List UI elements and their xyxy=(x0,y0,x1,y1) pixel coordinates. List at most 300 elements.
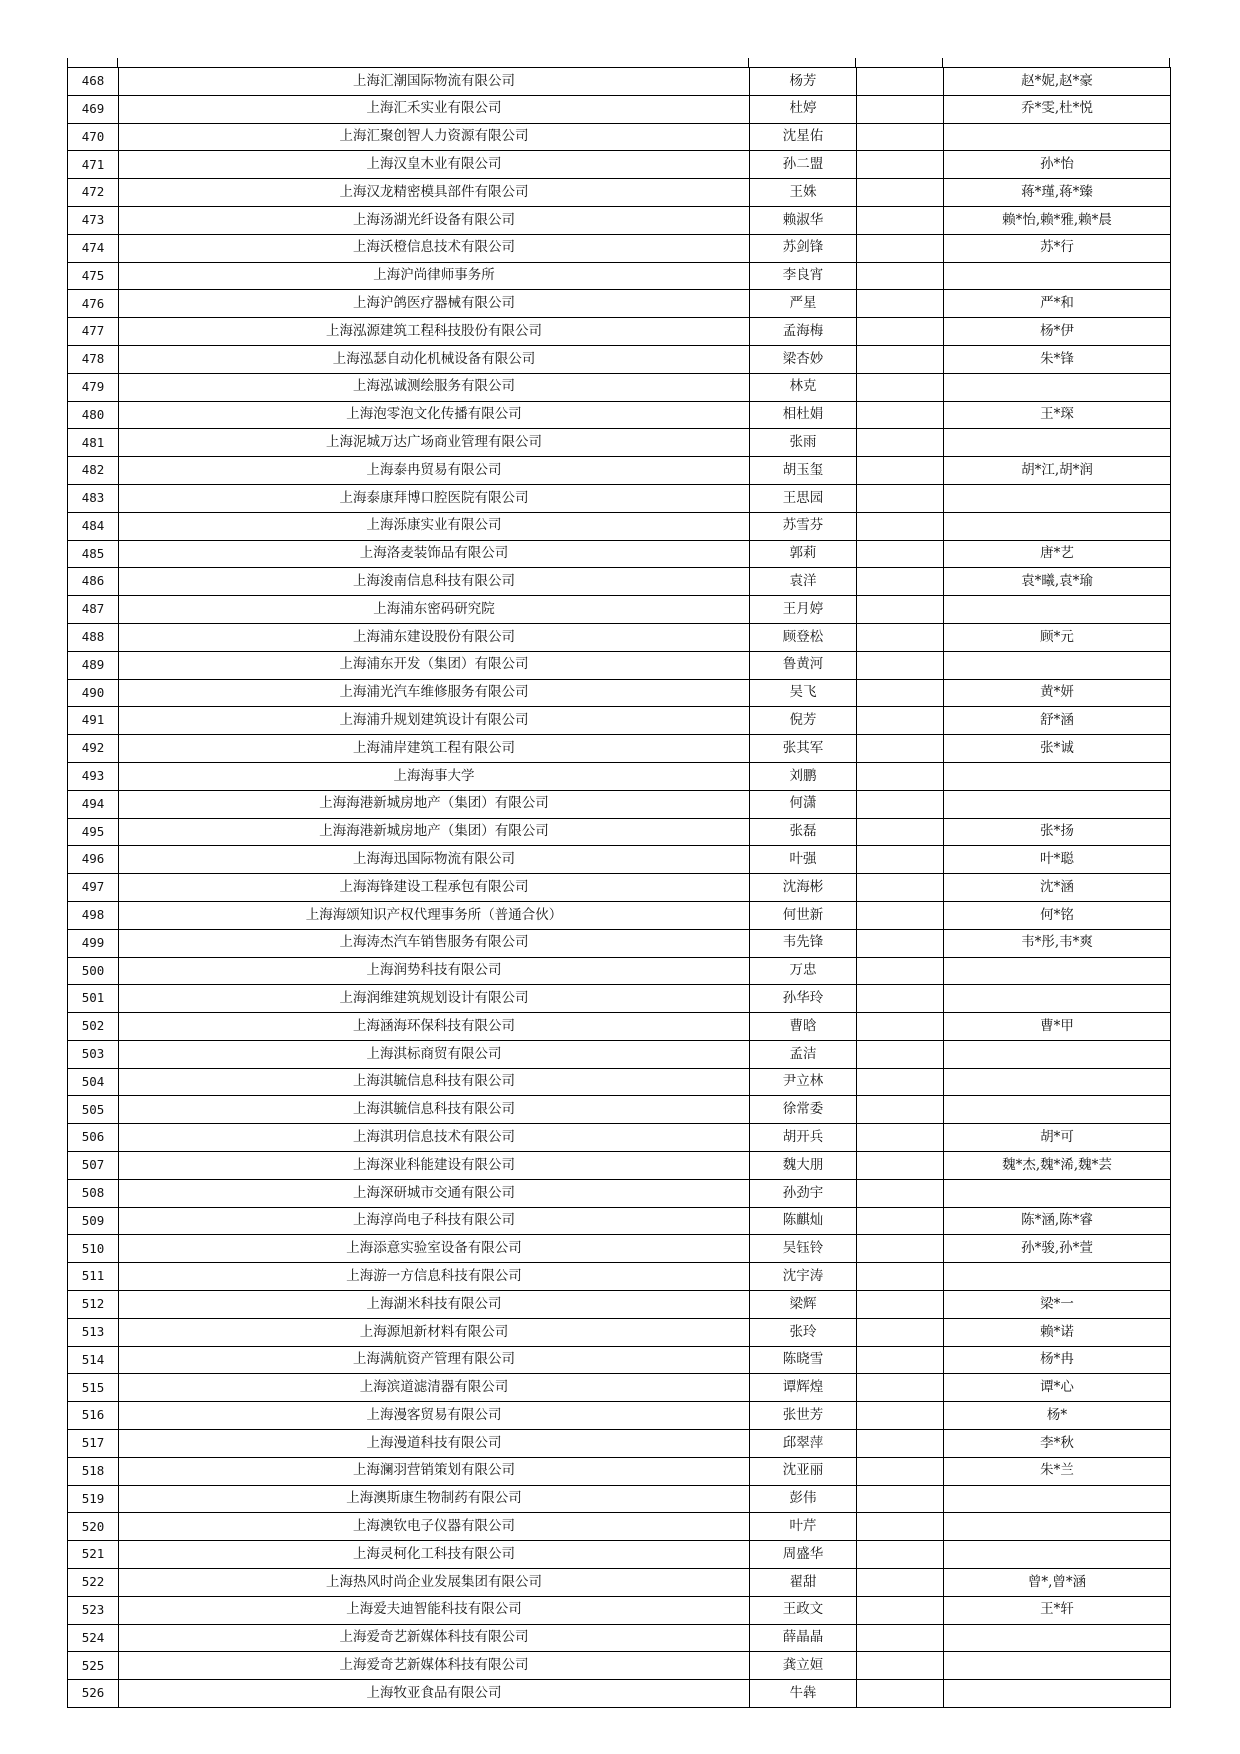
table-row xyxy=(68,1513,1171,1541)
table-row xyxy=(68,151,1171,179)
company-name-cell: 上海澳钦电子仪器有限公司 xyxy=(119,1513,750,1541)
person-name-cell: 林克 xyxy=(750,373,857,401)
row-number-cell: 508 xyxy=(68,1179,119,1207)
row-number-cell: 469 xyxy=(68,95,119,123)
row-number-cell: 498 xyxy=(68,901,119,929)
family-members-cell xyxy=(944,1485,1171,1513)
blank-cell xyxy=(857,234,944,262)
person-name-cell: 杨芳 xyxy=(750,68,857,96)
table-row xyxy=(68,1207,1171,1235)
person-name-cell: 叶强 xyxy=(750,846,857,874)
blank-cell xyxy=(857,1513,944,1541)
row-number-cell: 497 xyxy=(68,874,119,902)
table-top-continuation xyxy=(67,58,1170,67)
person-name-cell: 严星 xyxy=(750,290,857,318)
row-number-cell: 509 xyxy=(68,1207,119,1235)
person-name-cell: 谭辉煌 xyxy=(750,1374,857,1402)
blank-cell xyxy=(857,373,944,401)
blank-cell xyxy=(857,679,944,707)
company-name-cell: 上海澳斯康生物制药有限公司 xyxy=(119,1485,750,1513)
row-number-cell: 513 xyxy=(68,1318,119,1346)
table-row xyxy=(68,1457,1171,1485)
row-number-cell: 481 xyxy=(68,429,119,457)
row-number-cell: 507 xyxy=(68,1152,119,1180)
row-number-cell: 512 xyxy=(68,1291,119,1319)
table-row xyxy=(68,1152,1171,1180)
company-name-cell: 上海浦岸建筑工程有限公司 xyxy=(119,735,750,763)
table-row xyxy=(68,1263,1171,1291)
blank-cell xyxy=(857,484,944,512)
person-name-cell: 何潇 xyxy=(750,790,857,818)
row-number-cell: 482 xyxy=(68,457,119,485)
row-number-cell: 480 xyxy=(68,401,119,429)
blank-cell xyxy=(857,762,944,790)
row-number-cell: 487 xyxy=(68,596,119,624)
company-name-cell: 上海海锋建设工程承包有限公司 xyxy=(119,874,750,902)
blank-cell xyxy=(857,790,944,818)
family-members-cell: 赵*妮,赵*豪 xyxy=(944,68,1171,96)
blank-cell xyxy=(857,345,944,373)
person-name-cell: 彭伟 xyxy=(750,1485,857,1513)
family-members-cell: 何*铭 xyxy=(944,901,1171,929)
person-name-cell: 王姝 xyxy=(750,179,857,207)
blank-cell xyxy=(857,901,944,929)
table-row xyxy=(68,596,1171,624)
company-name-cell: 上海浚南信息科技有限公司 xyxy=(119,568,750,596)
table-row xyxy=(68,1680,1171,1708)
family-members-cell: 曹*甲 xyxy=(944,1013,1171,1041)
company-name-cell: 上海海颂知识产权代理事务所（普通合伙） xyxy=(119,901,750,929)
row-number-cell: 505 xyxy=(68,1096,119,1124)
person-name-cell: 尹立林 xyxy=(750,1068,857,1096)
family-members-cell xyxy=(944,1652,1171,1680)
company-name-cell: 上海润维建筑规划设计有限公司 xyxy=(119,985,750,1013)
family-members-cell: 赖*诺 xyxy=(944,1318,1171,1346)
family-members-cell: 孙*怡 xyxy=(944,151,1171,179)
family-members-cell: 魏*杰,魏*浠,魏*芸 xyxy=(944,1152,1171,1180)
blank-cell xyxy=(857,1346,944,1374)
person-name-cell: 陈晓雪 xyxy=(750,1346,857,1374)
blank-cell xyxy=(857,457,944,485)
family-members-cell xyxy=(944,651,1171,679)
company-name-cell: 上海泰康拜博口腔医院有限公司 xyxy=(119,484,750,512)
company-name-cell: 上海汇禾实业有限公司 xyxy=(119,95,750,123)
person-name-cell: 魏大朋 xyxy=(750,1152,857,1180)
blank-cell xyxy=(857,1235,944,1263)
company-name-cell: 上海淇毓信息科技有限公司 xyxy=(119,1068,750,1096)
person-name-cell: 叶芹 xyxy=(750,1513,857,1541)
person-name-cell: 王思园 xyxy=(750,484,857,512)
person-name-cell: 张雨 xyxy=(750,429,857,457)
blank-cell xyxy=(857,1124,944,1152)
family-members-cell: 乔*雯,杜*悦 xyxy=(944,95,1171,123)
blank-cell xyxy=(857,1402,944,1430)
blank-cell xyxy=(857,123,944,151)
row-number-cell: 485 xyxy=(68,540,119,568)
blank-cell xyxy=(857,651,944,679)
family-members-cell: 袁*曦,袁*瑜 xyxy=(944,568,1171,596)
table-row xyxy=(68,68,1171,96)
blank-cell xyxy=(857,1430,944,1458)
table-row xyxy=(68,651,1171,679)
table-row xyxy=(68,957,1171,985)
company-name-cell: 上海涵海环保科技有限公司 xyxy=(119,1013,750,1041)
company-name-cell: 上海汇聚创智人力资源有限公司 xyxy=(119,123,750,151)
table-row xyxy=(68,1096,1171,1124)
blank-cell xyxy=(857,1541,944,1569)
row-number-cell: 524 xyxy=(68,1624,119,1652)
person-name-cell: 孟洁 xyxy=(750,1040,857,1068)
company-name-cell: 上海沪尚律师事务所 xyxy=(119,262,750,290)
table-row xyxy=(68,401,1171,429)
blank-cell xyxy=(857,95,944,123)
company-name-cell: 上海浦东开发（集团）有限公司 xyxy=(119,651,750,679)
blank-cell xyxy=(857,318,944,346)
family-members-cell xyxy=(944,123,1171,151)
person-name-cell: 沈宇涛 xyxy=(750,1263,857,1291)
person-name-cell: 胡开兵 xyxy=(750,1124,857,1152)
table-row xyxy=(68,568,1171,596)
person-name-cell: 孙二盟 xyxy=(750,151,857,179)
person-name-cell: 鲁黄河 xyxy=(750,651,857,679)
table-row xyxy=(68,762,1171,790)
row-number-cell: 494 xyxy=(68,790,119,818)
blank-cell xyxy=(857,1457,944,1485)
blank-cell xyxy=(857,1040,944,1068)
blank-cell xyxy=(857,1318,944,1346)
person-name-cell: 薛晶晶 xyxy=(750,1624,857,1652)
person-name-cell: 曹晗 xyxy=(750,1013,857,1041)
family-members-cell: 舒*涵 xyxy=(944,707,1171,735)
table-row xyxy=(68,484,1171,512)
table-row xyxy=(68,179,1171,207)
row-number-cell: 488 xyxy=(68,623,119,651)
family-members-cell: 曾*,曾*涵 xyxy=(944,1569,1171,1597)
blank-cell xyxy=(857,540,944,568)
table-row xyxy=(68,262,1171,290)
family-members-cell: 张*扬 xyxy=(944,818,1171,846)
row-number-cell: 483 xyxy=(68,484,119,512)
blank-cell xyxy=(857,290,944,318)
row-number-cell: 499 xyxy=(68,929,119,957)
company-name-cell: 上海沃橙信息技术有限公司 xyxy=(119,234,750,262)
row-number-cell: 510 xyxy=(68,1235,119,1263)
table-row xyxy=(68,1235,1171,1263)
row-number-cell: 515 xyxy=(68,1374,119,1402)
family-members-cell: 叶*聪 xyxy=(944,846,1171,874)
table-row xyxy=(68,735,1171,763)
family-members-cell xyxy=(944,957,1171,985)
family-members-cell xyxy=(944,1040,1171,1068)
family-members-cell xyxy=(944,1096,1171,1124)
person-name-cell: 赖淑华 xyxy=(750,206,857,234)
company-name-cell: 上海沪鸽医疗器械有限公司 xyxy=(119,290,750,318)
family-members-cell: 唐*艺 xyxy=(944,540,1171,568)
family-members-cell: 朱*兰 xyxy=(944,1457,1171,1485)
blank-cell xyxy=(857,429,944,457)
person-name-cell: 袁洋 xyxy=(750,568,857,596)
company-name-cell: 上海泰冉贸易有限公司 xyxy=(119,457,750,485)
company-name-cell: 上海滨道滤清器有限公司 xyxy=(119,1374,750,1402)
family-members-cell: 胡*江,胡*润 xyxy=(944,457,1171,485)
company-name-cell: 上海泓源建筑工程科技股份有限公司 xyxy=(119,318,750,346)
table-row xyxy=(68,874,1171,902)
table-row xyxy=(68,123,1171,151)
family-members-cell: 苏*行 xyxy=(944,234,1171,262)
family-members-cell: 蒋*瑾,蒋*臻 xyxy=(944,179,1171,207)
family-members-cell: 顾*元 xyxy=(944,623,1171,651)
row-number-cell: 525 xyxy=(68,1652,119,1680)
blank-cell xyxy=(857,1291,944,1319)
table-row xyxy=(68,818,1171,846)
blank-cell xyxy=(857,1652,944,1680)
person-name-cell: 沈海彬 xyxy=(750,874,857,902)
blank-cell xyxy=(857,568,944,596)
person-name-cell: 相杜娟 xyxy=(750,401,857,429)
table-row xyxy=(68,1541,1171,1569)
blank-cell xyxy=(857,1569,944,1597)
row-number-cell: 501 xyxy=(68,985,119,1013)
blank-cell xyxy=(857,1179,944,1207)
company-name-cell: 上海汤湖光纤设备有限公司 xyxy=(119,206,750,234)
blank-cell xyxy=(857,874,944,902)
table-row xyxy=(68,1485,1171,1513)
person-name-cell: 徐常委 xyxy=(750,1096,857,1124)
blank-cell xyxy=(857,707,944,735)
blank-cell xyxy=(857,1152,944,1180)
row-number-cell: 526 xyxy=(68,1680,119,1708)
family-members-cell xyxy=(944,790,1171,818)
person-name-cell: 周盛华 xyxy=(750,1541,857,1569)
family-members-cell: 孙*骏,孙*萱 xyxy=(944,1235,1171,1263)
person-name-cell: 孙华玲 xyxy=(750,985,857,1013)
row-number-cell: 504 xyxy=(68,1068,119,1096)
company-name-cell: 上海澜羽营销策划有限公司 xyxy=(119,1457,750,1485)
blank-cell xyxy=(857,1624,944,1652)
person-name-cell: 韦先锋 xyxy=(750,929,857,957)
table-row xyxy=(68,206,1171,234)
family-members-cell xyxy=(944,762,1171,790)
blank-cell xyxy=(857,401,944,429)
row-number-cell: 477 xyxy=(68,318,119,346)
roster-sheet xyxy=(67,58,1170,1708)
table-row xyxy=(68,679,1171,707)
table-row xyxy=(68,846,1171,874)
row-number-cell: 506 xyxy=(68,1124,119,1152)
row-number-cell: 516 xyxy=(68,1402,119,1430)
company-name-cell: 上海深业科能建设有限公司 xyxy=(119,1152,750,1180)
family-members-cell: 黄*妍 xyxy=(944,679,1171,707)
table-row xyxy=(68,95,1171,123)
company-name-cell: 上海牧亚食品有限公司 xyxy=(119,1680,750,1708)
row-number-cell: 474 xyxy=(68,234,119,262)
person-name-cell: 张玲 xyxy=(750,1318,857,1346)
family-members-cell xyxy=(944,985,1171,1013)
table-row xyxy=(68,1124,1171,1152)
company-name-cell: 上海海事大学 xyxy=(119,762,750,790)
company-name-cell: 上海淇标商贸有限公司 xyxy=(119,1040,750,1068)
company-name-cell: 上海泓瑟自动化机械设备有限公司 xyxy=(119,345,750,373)
table-row xyxy=(68,540,1171,568)
person-name-cell: 李良宵 xyxy=(750,262,857,290)
person-name-cell: 万忠 xyxy=(750,957,857,985)
family-members-cell: 严*和 xyxy=(944,290,1171,318)
company-name-cell: 上海浦东建设股份有限公司 xyxy=(119,623,750,651)
row-number-cell: 523 xyxy=(68,1596,119,1624)
company-name-cell: 上海爱奇艺新媒体科技有限公司 xyxy=(119,1652,750,1680)
table-row xyxy=(68,290,1171,318)
person-name-cell: 王政文 xyxy=(750,1596,857,1624)
blank-cell xyxy=(857,957,944,985)
row-number-cell: 519 xyxy=(68,1485,119,1513)
table-row xyxy=(68,234,1171,262)
person-name-cell: 沈星佑 xyxy=(750,123,857,151)
row-number-cell: 495 xyxy=(68,818,119,846)
person-name-cell: 梁杏妙 xyxy=(750,345,857,373)
family-members-cell: 谭*心 xyxy=(944,1374,1171,1402)
family-members-cell xyxy=(944,1624,1171,1652)
blank-cell xyxy=(857,596,944,624)
row-number-cell: 472 xyxy=(68,179,119,207)
row-number-cell: 518 xyxy=(68,1457,119,1485)
company-name-cell: 上海爱奇艺新媒体科技有限公司 xyxy=(119,1624,750,1652)
row-number-cell: 496 xyxy=(68,846,119,874)
row-number-cell: 517 xyxy=(68,1430,119,1458)
table-row xyxy=(68,1346,1171,1374)
blank-cell xyxy=(857,1596,944,1624)
person-name-cell: 杜婷 xyxy=(750,95,857,123)
company-name-cell: 上海源旭新材料有限公司 xyxy=(119,1318,750,1346)
company-name-cell: 上海湖米科技有限公司 xyxy=(119,1291,750,1319)
family-members-cell: 王*轩 xyxy=(944,1596,1171,1624)
family-members-cell: 杨*伊 xyxy=(944,318,1171,346)
row-number-cell: 473 xyxy=(68,206,119,234)
table-row xyxy=(68,1596,1171,1624)
person-name-cell: 陈麒灿 xyxy=(750,1207,857,1235)
row-number-cell: 492 xyxy=(68,735,119,763)
table-row xyxy=(68,1402,1171,1430)
row-number-cell: 486 xyxy=(68,568,119,596)
family-members-cell: 王*琛 xyxy=(944,401,1171,429)
blank-cell xyxy=(857,846,944,874)
blank-cell xyxy=(857,1068,944,1096)
family-members-cell xyxy=(944,1179,1171,1207)
company-name-cell: 上海海港新城房地产（集团）有限公司 xyxy=(119,818,750,846)
row-number-cell: 502 xyxy=(68,1013,119,1041)
blank-cell xyxy=(857,1680,944,1708)
person-name-cell: 张磊 xyxy=(750,818,857,846)
blank-cell xyxy=(857,68,944,96)
company-name-cell: 上海浦光汽车维修服务有限公司 xyxy=(119,679,750,707)
family-members-cell xyxy=(944,1263,1171,1291)
company-name-cell: 上海涛杰汽车销售服务有限公司 xyxy=(119,929,750,957)
row-number-cell: 520 xyxy=(68,1513,119,1541)
roster-table xyxy=(67,67,1171,1708)
row-number-cell: 490 xyxy=(68,679,119,707)
blank-cell xyxy=(857,262,944,290)
company-name-cell: 上海泡零泡文化传播有限公司 xyxy=(119,401,750,429)
family-members-cell xyxy=(944,1513,1171,1541)
row-number-cell: 521 xyxy=(68,1541,119,1569)
company-name-cell: 上海浦升规划建筑设计有限公司 xyxy=(119,707,750,735)
blank-cell xyxy=(857,1013,944,1041)
company-name-cell: 上海淇玥信息技术有限公司 xyxy=(119,1124,750,1152)
row-number-cell: 475 xyxy=(68,262,119,290)
table-row xyxy=(68,1652,1171,1680)
table-row xyxy=(68,373,1171,401)
blank-cell xyxy=(857,179,944,207)
table-row xyxy=(68,1624,1171,1652)
table-row xyxy=(68,429,1171,457)
row-number-cell: 491 xyxy=(68,707,119,735)
family-members-cell: 胡*可 xyxy=(944,1124,1171,1152)
table-row xyxy=(68,707,1171,735)
person-name-cell: 翟甜 xyxy=(750,1569,857,1597)
company-name-cell: 上海泥城万达广场商业管理有限公司 xyxy=(119,429,750,457)
company-name-cell: 上海海港新城房地产（集团）有限公司 xyxy=(119,790,750,818)
company-name-cell: 上海淇毓信息科技有限公司 xyxy=(119,1096,750,1124)
family-members-cell xyxy=(944,1068,1171,1096)
family-members-cell xyxy=(944,596,1171,624)
person-name-cell: 梁辉 xyxy=(750,1291,857,1319)
table-row xyxy=(68,318,1171,346)
table-row xyxy=(68,929,1171,957)
company-name-cell: 上海爱夫迪智能科技有限公司 xyxy=(119,1596,750,1624)
table-row xyxy=(68,345,1171,373)
company-name-cell: 上海泺康实业有限公司 xyxy=(119,512,750,540)
roster-table-body xyxy=(68,68,1171,1708)
company-name-cell: 上海漫道科技有限公司 xyxy=(119,1430,750,1458)
row-number-cell: 468 xyxy=(68,68,119,96)
company-name-cell: 上海汉皇木业有限公司 xyxy=(119,151,750,179)
family-members-cell: 沈*涵 xyxy=(944,874,1171,902)
row-number-cell: 471 xyxy=(68,151,119,179)
table-row xyxy=(68,1291,1171,1319)
row-number-cell: 511 xyxy=(68,1263,119,1291)
row-number-cell: 484 xyxy=(68,512,119,540)
person-name-cell: 孙劲宇 xyxy=(750,1179,857,1207)
family-members-cell xyxy=(944,373,1171,401)
family-members-cell xyxy=(944,484,1171,512)
blank-cell xyxy=(857,1263,944,1291)
table-row xyxy=(68,790,1171,818)
person-name-cell: 牛犇 xyxy=(750,1680,857,1708)
blank-cell xyxy=(857,206,944,234)
row-number-cell: 489 xyxy=(68,651,119,679)
table-row xyxy=(68,1374,1171,1402)
company-name-cell: 上海热风时尚企业发展集团有限公司 xyxy=(119,1569,750,1597)
blank-cell xyxy=(857,735,944,763)
table-row xyxy=(68,1569,1171,1597)
row-number-cell: 478 xyxy=(68,345,119,373)
person-name-cell: 沈亚丽 xyxy=(750,1457,857,1485)
row-number-cell: 479 xyxy=(68,373,119,401)
person-name-cell: 苏雪芬 xyxy=(750,512,857,540)
table-row xyxy=(68,457,1171,485)
row-number-cell: 514 xyxy=(68,1346,119,1374)
row-number-cell: 500 xyxy=(68,957,119,985)
company-name-cell: 上海满航资产管理有限公司 xyxy=(119,1346,750,1374)
blank-cell xyxy=(857,1096,944,1124)
company-name-cell: 上海汉龙精密模具部件有限公司 xyxy=(119,179,750,207)
family-members-cell: 陈*涵,陈*睿 xyxy=(944,1207,1171,1235)
company-name-cell: 上海海迅国际物流有限公司 xyxy=(119,846,750,874)
company-name-cell: 上海润势科技有限公司 xyxy=(119,957,750,985)
family-members-cell xyxy=(944,1680,1171,1708)
company-name-cell: 上海漫客贸易有限公司 xyxy=(119,1402,750,1430)
person-name-cell: 胡玉玺 xyxy=(750,457,857,485)
person-name-cell: 郭莉 xyxy=(750,540,857,568)
